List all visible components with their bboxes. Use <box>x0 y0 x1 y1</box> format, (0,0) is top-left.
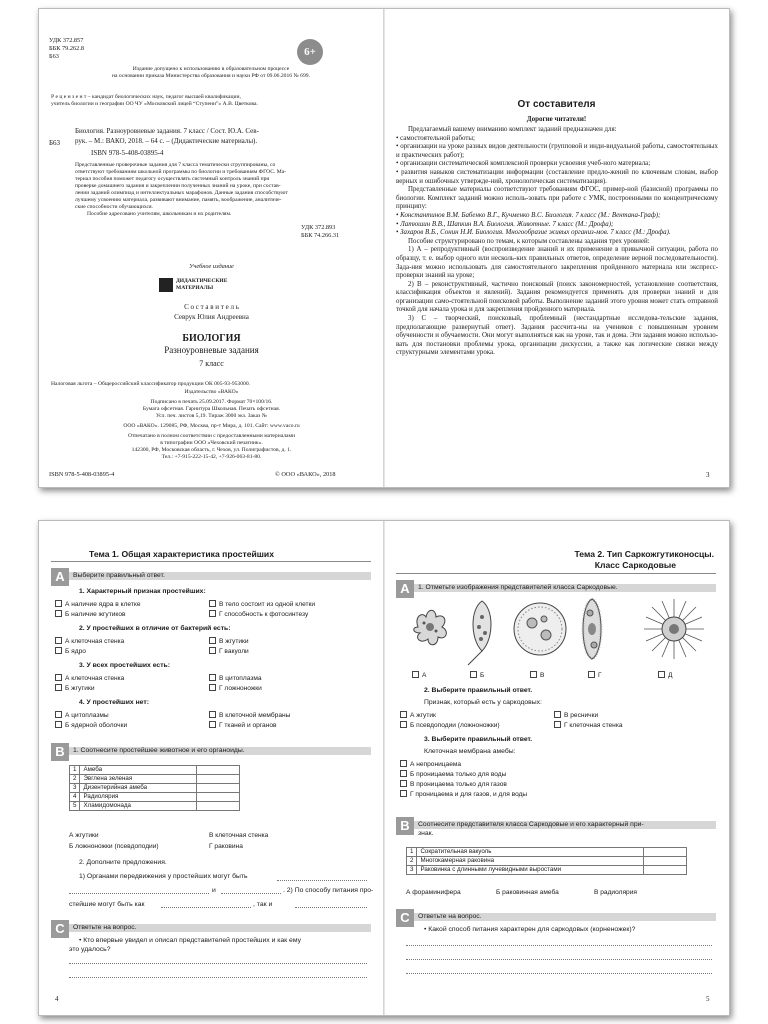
page-number: 3 <box>706 471 710 479</box>
option-text: А клеточная стенка <box>65 675 125 682</box>
checkbox[interactable] <box>209 647 216 654</box>
checkbox[interactable] <box>55 647 62 654</box>
bib-code: Б63 <box>49 139 61 147</box>
print-info-3: Усл. печ. листов 5,19. Тираж 3000 экз. Заказ № <box>155 413 268 419</box>
answer-line[interactable] <box>69 963 367 964</box>
row-label: Дизентерийная амеба <box>80 784 197 793</box>
book-subtitle: Разноуровневые задания <box>164 345 259 355</box>
section-c-badge: C <box>51 920 69 938</box>
row-number: 2 <box>70 775 80 784</box>
row-label: Многокамерная раковина <box>417 857 644 866</box>
foreword-bullet: • организации на уроке разных видов деятельности (групповой и инди-видуальной работы, самостоятельных и практических работ); <box>396 143 718 159</box>
section-a-instruction: Выберите правильный ответ. <box>73 572 165 579</box>
section-b-question-2: 2. Дополните предложения. <box>79 859 167 866</box>
age-rating-badge: 6+ <box>297 39 323 65</box>
worksheet-page-4 <box>39 521 384 1015</box>
foreword-para: Предлагаемый вашему вниманию комплект заданий предназначен для: <box>408 126 617 133</box>
answer-option[interactable] <box>554 711 598 720</box>
option-text: Б ядерной оболочки <box>65 722 128 729</box>
answer-option[interactable] <box>55 600 141 609</box>
row-number: 1 <box>70 766 80 775</box>
option-text: В жгутики <box>219 638 249 645</box>
option-text: Г <box>598 672 602 679</box>
fill-text-2: и <box>212 887 216 894</box>
answer-option[interactable] <box>55 637 124 646</box>
answer-option[interactable] <box>209 721 277 730</box>
answer-option[interactable] <box>400 760 461 769</box>
checkbox[interactable] <box>55 674 62 681</box>
option-text: Б проницаема только для воды <box>410 771 507 778</box>
organism-option[interactable] <box>530 671 544 680</box>
copyright: © ООО «ВАКО», 2018 <box>275 471 336 478</box>
fill-text-4: стейшие могут быть как <box>69 901 145 908</box>
table-row <box>407 848 687 857</box>
answer-option[interactable] <box>400 790 527 799</box>
answer-line[interactable] <box>406 945 712 946</box>
option-text: Б псевдоподии (ложноножки) <box>410 722 500 729</box>
checkbox[interactable] <box>209 637 216 644</box>
section-b-badge: B <box>396 817 414 835</box>
checkbox[interactable] <box>400 790 407 797</box>
series-logo-line-1: ДИДАКТИЧЕСКИЕ <box>176 278 228 284</box>
row-number: 5 <box>70 802 80 811</box>
edition-type: Учебное издание <box>189 263 234 270</box>
foreword-greeting: Дорогие читатели! <box>526 115 587 123</box>
row-number: 1 <box>407 848 417 857</box>
section-b-badge: B <box>51 743 69 761</box>
organism-option[interactable] <box>412 671 426 680</box>
top-book-spread <box>38 8 730 488</box>
foreword-bullet: • Константинов В.М. Бабенко В.Г., Кучменко В.С. Биология. 7 класс (М.: Вентана-Граф); <box>396 211 661 219</box>
question-2: 2. Выберите правильный ответ. <box>424 687 533 694</box>
section-c-instruction: Ответьте на вопрос. <box>73 924 137 931</box>
series-logo-line-2: МАТЕРИАЛЫ <box>176 284 214 291</box>
option-text: А непроницаема <box>410 761 462 768</box>
book-title: БИОЛОГИЯ <box>182 333 241 344</box>
euglena-illustration <box>462 595 502 667</box>
answer-cell[interactable] <box>197 775 240 784</box>
organism-option[interactable] <box>658 671 672 680</box>
isbn-footer: ISBN 978-5-408-03895-4 <box>49 471 115 478</box>
answer-option[interactable] <box>55 721 127 730</box>
page-number: 4 <box>55 995 59 1003</box>
section-c-instruction: Ответьте на вопрос. <box>418 913 482 920</box>
fill-blank[interactable] <box>277 880 367 881</box>
annotation-line-6: лучшему усвоению материала, развивают внимание, память, воображение, аналитиче- <box>75 197 282 203</box>
answer-option[interactable] <box>55 647 86 656</box>
question-2-stem: Признак, который есть у саркодовых: <box>424 699 542 706</box>
publisher-address: ООО «ВАКО». 129085, РФ, Москва, пр-т Мира, д. 101. Сайт: www.vaco.ru <box>123 423 300 429</box>
checkbox[interactable] <box>55 711 62 718</box>
answer-cell[interactable] <box>197 793 240 802</box>
matching-option: В радиолярия <box>594 889 637 896</box>
table-row <box>70 766 240 775</box>
annotation-line-3: териал пособия поможет педагогу осуществлять системный контроль знаний при <box>75 176 270 182</box>
checkbox[interactable] <box>530 671 537 678</box>
foreword-para: Пособие структурировано по темам, к которым составлены задания трех уровней: <box>408 237 650 245</box>
option-text: В цитоплазма <box>219 675 262 682</box>
answer-cell[interactable] <box>197 784 240 793</box>
option-text: Г тканей и органов <box>219 722 277 729</box>
compiler-label: С о с т а в и т е л ь <box>184 303 239 311</box>
printer-line-1: Отпечатано в полном соответствии с предоставленными материалами <box>127 433 296 439</box>
author-mark: Б63 <box>49 53 59 60</box>
section-b-question-line-2: знак. <box>418 830 434 837</box>
checkbox[interactable] <box>400 760 407 767</box>
row-label: Раковинка с длинными лучевидными выростами <box>417 866 644 875</box>
checkbox[interactable] <box>412 671 419 678</box>
checkbox[interactable] <box>554 721 561 728</box>
table-row <box>70 775 240 784</box>
table-row <box>70 784 240 793</box>
section-c-badge: C <box>396 909 414 927</box>
matching-option: Б ложноножки (псевдоподии) <box>69 843 159 850</box>
foreword-bullet: • Захаров В.Б., Сонин Н.И. Биология. Многообразие живых организ-мов. 7 класс (М.: Дрофа). <box>396 229 671 237</box>
organism-option[interactable] <box>588 671 602 680</box>
answer-option[interactable] <box>554 721 623 730</box>
paramecium-illustration <box>574 595 610 663</box>
checkbox[interactable] <box>470 671 477 678</box>
tax-line: Налоговая льгота – Общероссийский классификатор продукции ОК 005-93-953000. <box>51 381 251 387</box>
matching-option: Г раковина <box>209 843 243 850</box>
approval-line-2: на основании приказа Министерства образования и науки РФ от 09.06.2016 № 699. <box>112 73 310 79</box>
question-2: 2. У простейших в отличие от бактерий есть: <box>79 625 231 632</box>
row-number: 3 <box>407 866 417 875</box>
option-text: А цитоплазмы <box>65 712 109 719</box>
answer-option[interactable] <box>400 711 436 720</box>
option-text: Б ядро <box>65 648 86 655</box>
matching-option: Б раковинная амеба <box>496 889 559 896</box>
row-number: 4 <box>70 793 80 802</box>
section-c-question: • Какой способ питания характерен для саркодовых (корненожек)? <box>424 926 636 933</box>
checkbox[interactable] <box>400 721 407 728</box>
checkbox[interactable] <box>209 721 216 728</box>
answer-cell[interactable] <box>644 866 687 875</box>
option-text: Г проницаема и для газов, и для воды <box>410 791 528 798</box>
question-1: 1. Характерный признак простейших: <box>79 588 206 595</box>
checkbox[interactable] <box>400 711 407 718</box>
radiolarian-illustration <box>642 597 706 661</box>
option-text: А клеточная стенка <box>65 638 125 645</box>
answer-option[interactable] <box>400 770 506 779</box>
reviewer-line-1: Р е ц е н з е н т – кандидат биологических наук, педагог высшей квалификации, <box>51 94 241 100</box>
option-text: Б наличие жгутиков <box>65 611 126 618</box>
table-row <box>70 802 240 811</box>
section-b-question-1: 1. Соотнесите простейшее животное и его органоиды. <box>73 747 245 754</box>
option-text: Б <box>480 672 485 679</box>
approval-line-1: Издание допущено к использованию в образовательном процессе <box>132 66 290 72</box>
answer-option[interactable] <box>55 674 124 683</box>
section-a-badge: A <box>396 580 414 598</box>
foreword-body <box>396 126 718 358</box>
answer-line[interactable] <box>69 977 367 978</box>
publisher-line: Издательство «ВАКО» <box>184 389 239 395</box>
option-text: В тело состоит из одной клетки <box>219 601 316 608</box>
foreword-page <box>384 9 729 487</box>
printer-line-4: Тел.: +7-915-222-15-42, +7-926-063-81-80. <box>161 454 262 460</box>
checkbox[interactable] <box>55 721 62 728</box>
isbn-line: ISBN 978-5-408-03895-4 <box>91 149 164 157</box>
answer-option[interactable] <box>400 780 507 789</box>
volvox-illustration <box>512 597 568 661</box>
table-row <box>407 857 687 866</box>
option-text: В <box>540 672 545 679</box>
table-row <box>407 866 687 875</box>
fill-text-5: , так и <box>253 901 273 908</box>
option-text: Г ложноножки <box>219 685 262 692</box>
fill-text-1: 1) Органами передвижения у простейших могут быть <box>79 873 248 880</box>
checkbox[interactable] <box>400 770 407 777</box>
foreword-para: Представленные материалы соответствуют требованиям ФГОС, пример-ной (базисной) программы по биологии. Комплект заданий можно исполь-зовать при работе с УМК, построенными по концентрическому принципу: <box>396 186 718 211</box>
topic-2-title-line-1: Тема 2. Тип Саркожгутиконосцы. <box>574 549 714 559</box>
printer-line-3: 142300, РФ, Московская область, г. Чехов, ул. Полиграфистов, д. 1. <box>131 447 292 453</box>
fill-blank[interactable] <box>161 907 251 908</box>
row-number: 2 <box>407 857 417 866</box>
row-number: 3 <box>70 784 80 793</box>
checkbox[interactable] <box>55 684 62 691</box>
checkbox[interactable] <box>209 711 216 718</box>
printer-line-2: в типографии ООО «Чеховский печатник». <box>160 440 263 446</box>
annotation-line-7: ские способности обучающихся. <box>75 204 153 210</box>
topic-2-title-line-2: Класс Саркодовые <box>594 560 676 570</box>
checkbox[interactable] <box>209 600 216 607</box>
answer-option[interactable] <box>209 600 315 609</box>
topic-rule <box>396 573 716 574</box>
grade-label: 7 класс <box>199 359 224 368</box>
page-number: 5 <box>706 995 710 1003</box>
answer-option[interactable] <box>209 610 308 619</box>
foreword-title: От составителя <box>517 99 596 110</box>
checkbox[interactable] <box>209 610 216 617</box>
series-logo-text <box>176 278 227 291</box>
answer-option[interactable] <box>400 721 500 730</box>
row-label: Амеба <box>80 766 197 775</box>
compiler-name: Севрук Юлия Андреевна <box>174 313 249 321</box>
bib-line-2: рук. – М.: ВАКО, 2018. – 64 с. – (Дидактические материалы). <box>75 137 258 145</box>
bbk-bottom: ББК 74.266.31 <box>301 232 340 239</box>
checkbox[interactable] <box>400 780 407 787</box>
topic-rule <box>51 561 371 562</box>
section-c-question-line-1: • Кто впервые увидел и описал представителей простейших и как ему <box>79 937 301 944</box>
question-3: 3. Выберите правильный ответ. <box>424 736 533 743</box>
option-text: В клеточной мембраны <box>219 712 291 719</box>
foreword-bullet: • организации систематической комплексной проверки усвоения учеб-ного материала; <box>396 160 651 168</box>
checkbox[interactable] <box>55 610 62 617</box>
option-text: Г способность к фотосинтезу <box>219 611 309 618</box>
checkbox[interactable] <box>588 671 595 678</box>
matching-option: А жгутики <box>69 832 99 839</box>
matching-option: В клеточная стенка <box>209 832 269 839</box>
answer-line[interactable] <box>406 959 712 960</box>
matching-table <box>406 847 687 875</box>
checkbox[interactable] <box>658 671 665 678</box>
section-b-question-line-1: Соотнесите представителя класса Саркодовые и его характерный при- <box>418 821 644 828</box>
checkbox[interactable] <box>209 684 216 691</box>
organism-option[interactable] <box>470 671 484 680</box>
annotation-line-2: ответствуют требованиям школьной программы по биологии и требованиям ФГОС. Ма- <box>75 169 287 175</box>
foreword-bullet: • развития навыков систематизации информации (составление предло-жений по ключевым словам, выбор верных и ошибочных утвержде-ний, хронологическая систематизация). <box>396 168 718 185</box>
annotation-line-5: лении заданий олимпиад и интеллектуальных марафонов. Данные задания способствуют <box>75 190 288 196</box>
fill-blank[interactable] <box>295 907 367 908</box>
annotation-line-4: проверке домашнего задания и закреплении полученных знаний на уроке, при состав- <box>75 183 281 189</box>
option-text: А жгутик <box>410 712 436 719</box>
topic-1-title: Тема 1. Общая характеристика простейших <box>89 549 274 559</box>
annotation-line-1: Представленные проверочные задания для 7 класса тематически сгруппированы, со <box>75 162 276 168</box>
answer-option[interactable] <box>55 684 95 693</box>
matching-option: А фораминифера <box>406 889 461 896</box>
udk-bottom: УДК 372.893 <box>301 224 336 231</box>
table-row <box>70 793 240 802</box>
series-logo-mark <box>159 278 173 292</box>
amoeba-illustration <box>406 597 454 661</box>
foreword-bullet: • самостоятельной работы; <box>396 134 475 142</box>
checkbox[interactable] <box>55 637 62 644</box>
answer-cell[interactable] <box>644 857 687 866</box>
option-text: А <box>422 672 427 679</box>
bbk-code: ББК 79.262.8 <box>49 45 85 52</box>
option-text: Б жгутики <box>65 685 95 692</box>
foreword-bullet: • Латюшин В.В., Шапкин В.А. Биология. Животные. 7 класс (М.: Дрофа); <box>396 220 614 228</box>
answer-cell[interactable] <box>197 766 240 775</box>
foreword-para: 2) В – реконструктивный, частично поисковый (поиск закономерностей, установление соответствия, классификация объектов и явлений). Задания рекомендуется применять для проверки знаний и для организации само-стоятельной поисковой работы. Выполнение заданий этого уровня может стать отправной точкой для начала урока и для закрепления пройденного материала. <box>396 280 718 314</box>
annotation-line-8: Пособие адресовано учителям, школьникам и их родителям. <box>87 211 232 217</box>
checkbox[interactable] <box>554 711 561 718</box>
fill-blank[interactable] <box>69 893 209 894</box>
print-info-2: Бумага офсетная. Гарнитура Школьная. Печать офсетная. <box>142 406 281 412</box>
option-text: В реснички <box>564 712 599 719</box>
reviewer-line-2: учитель биологии и географии ОО ЧУ «Московский лицей “Ступени”» А.В. Цветкова. <box>51 101 258 107</box>
print-info-1: Подписано в печать 25.09.2017. Формат 70×100/16. <box>150 399 273 405</box>
answer-option[interactable] <box>55 711 109 720</box>
question-3: 3. У всех простейших есть: <box>79 662 170 669</box>
udk-code: УДК 372.857 <box>49 37 84 44</box>
answer-option[interactable] <box>209 637 249 646</box>
bib-line-1: Биология. Разноуровневые задания. 7 класс / Сост. Ю.А. Сев- <box>75 127 259 135</box>
checkbox[interactable] <box>209 674 216 681</box>
answer-option[interactable] <box>209 647 249 656</box>
answer-cell[interactable] <box>197 802 240 811</box>
answer-cell[interactable] <box>644 848 687 857</box>
option-text: Г вакуоли <box>219 648 249 655</box>
answer-option[interactable] <box>209 684 262 693</box>
row-label: Хламидомонада <box>80 802 197 811</box>
question-3-stem: Клеточная мембрана амебы: <box>424 748 516 755</box>
section-a-question-1: 1. Отметьте изображения представителей класса Саркодовые. <box>418 584 618 591</box>
row-label: Сократительная вакуоль <box>417 848 644 857</box>
foreword-para: 1) А – репродуктивный (воспроизведение знаний и их применение в привычной ситуации, работа по образцу, т. е. выбор одного или несколь-ких правильных ответов, определение верной последовательности). Зада-ния можно использовать для самостоятельного закрепления пройденного материала или экспресс-проверки знаний на уроке; <box>396 246 718 280</box>
answer-option[interactable] <box>209 711 290 720</box>
answer-line[interactable] <box>406 973 712 974</box>
section-a-badge: A <box>51 568 69 586</box>
option-text: В проницаема только для газов <box>410 781 507 788</box>
answer-option[interactable] <box>209 674 262 683</box>
option-text: А наличие ядра в клетке <box>65 601 141 608</box>
row-label: Эвглена зеленая <box>80 775 197 784</box>
imprint-page <box>39 9 384 487</box>
section-c-question-line-2: это удалось? <box>69 946 111 953</box>
worksheet-page-5 <box>384 521 729 1015</box>
question-4: 4. У простейших нет: <box>79 699 149 706</box>
checkbox[interactable] <box>55 600 62 607</box>
matching-table <box>69 765 240 811</box>
bottom-book-spread <box>38 520 730 1016</box>
option-text: Г клеточная стенка <box>564 722 623 729</box>
option-text: Д <box>668 672 673 679</box>
fill-blank[interactable] <box>221 893 281 894</box>
fill-text-3: . 2) По способу питания про- <box>283 887 374 894</box>
foreword-para: 3) С – творческий, поисковый, проблемный (нестандартные исследова-тельские задания, предполагающие развернутый ответ). Задания рассчита-ны на учеников с повышенным уровнем обученности и обучаемости. Они могут выполняться как на уроке, так и дома. Эти задания можно использо-вать для постановки проблемы урока, организации дискуссии, а также как логические связки между структурными элементами урока. <box>396 315 718 357</box>
row-label: Радиолярия <box>80 793 197 802</box>
answer-option[interactable] <box>55 610 126 619</box>
